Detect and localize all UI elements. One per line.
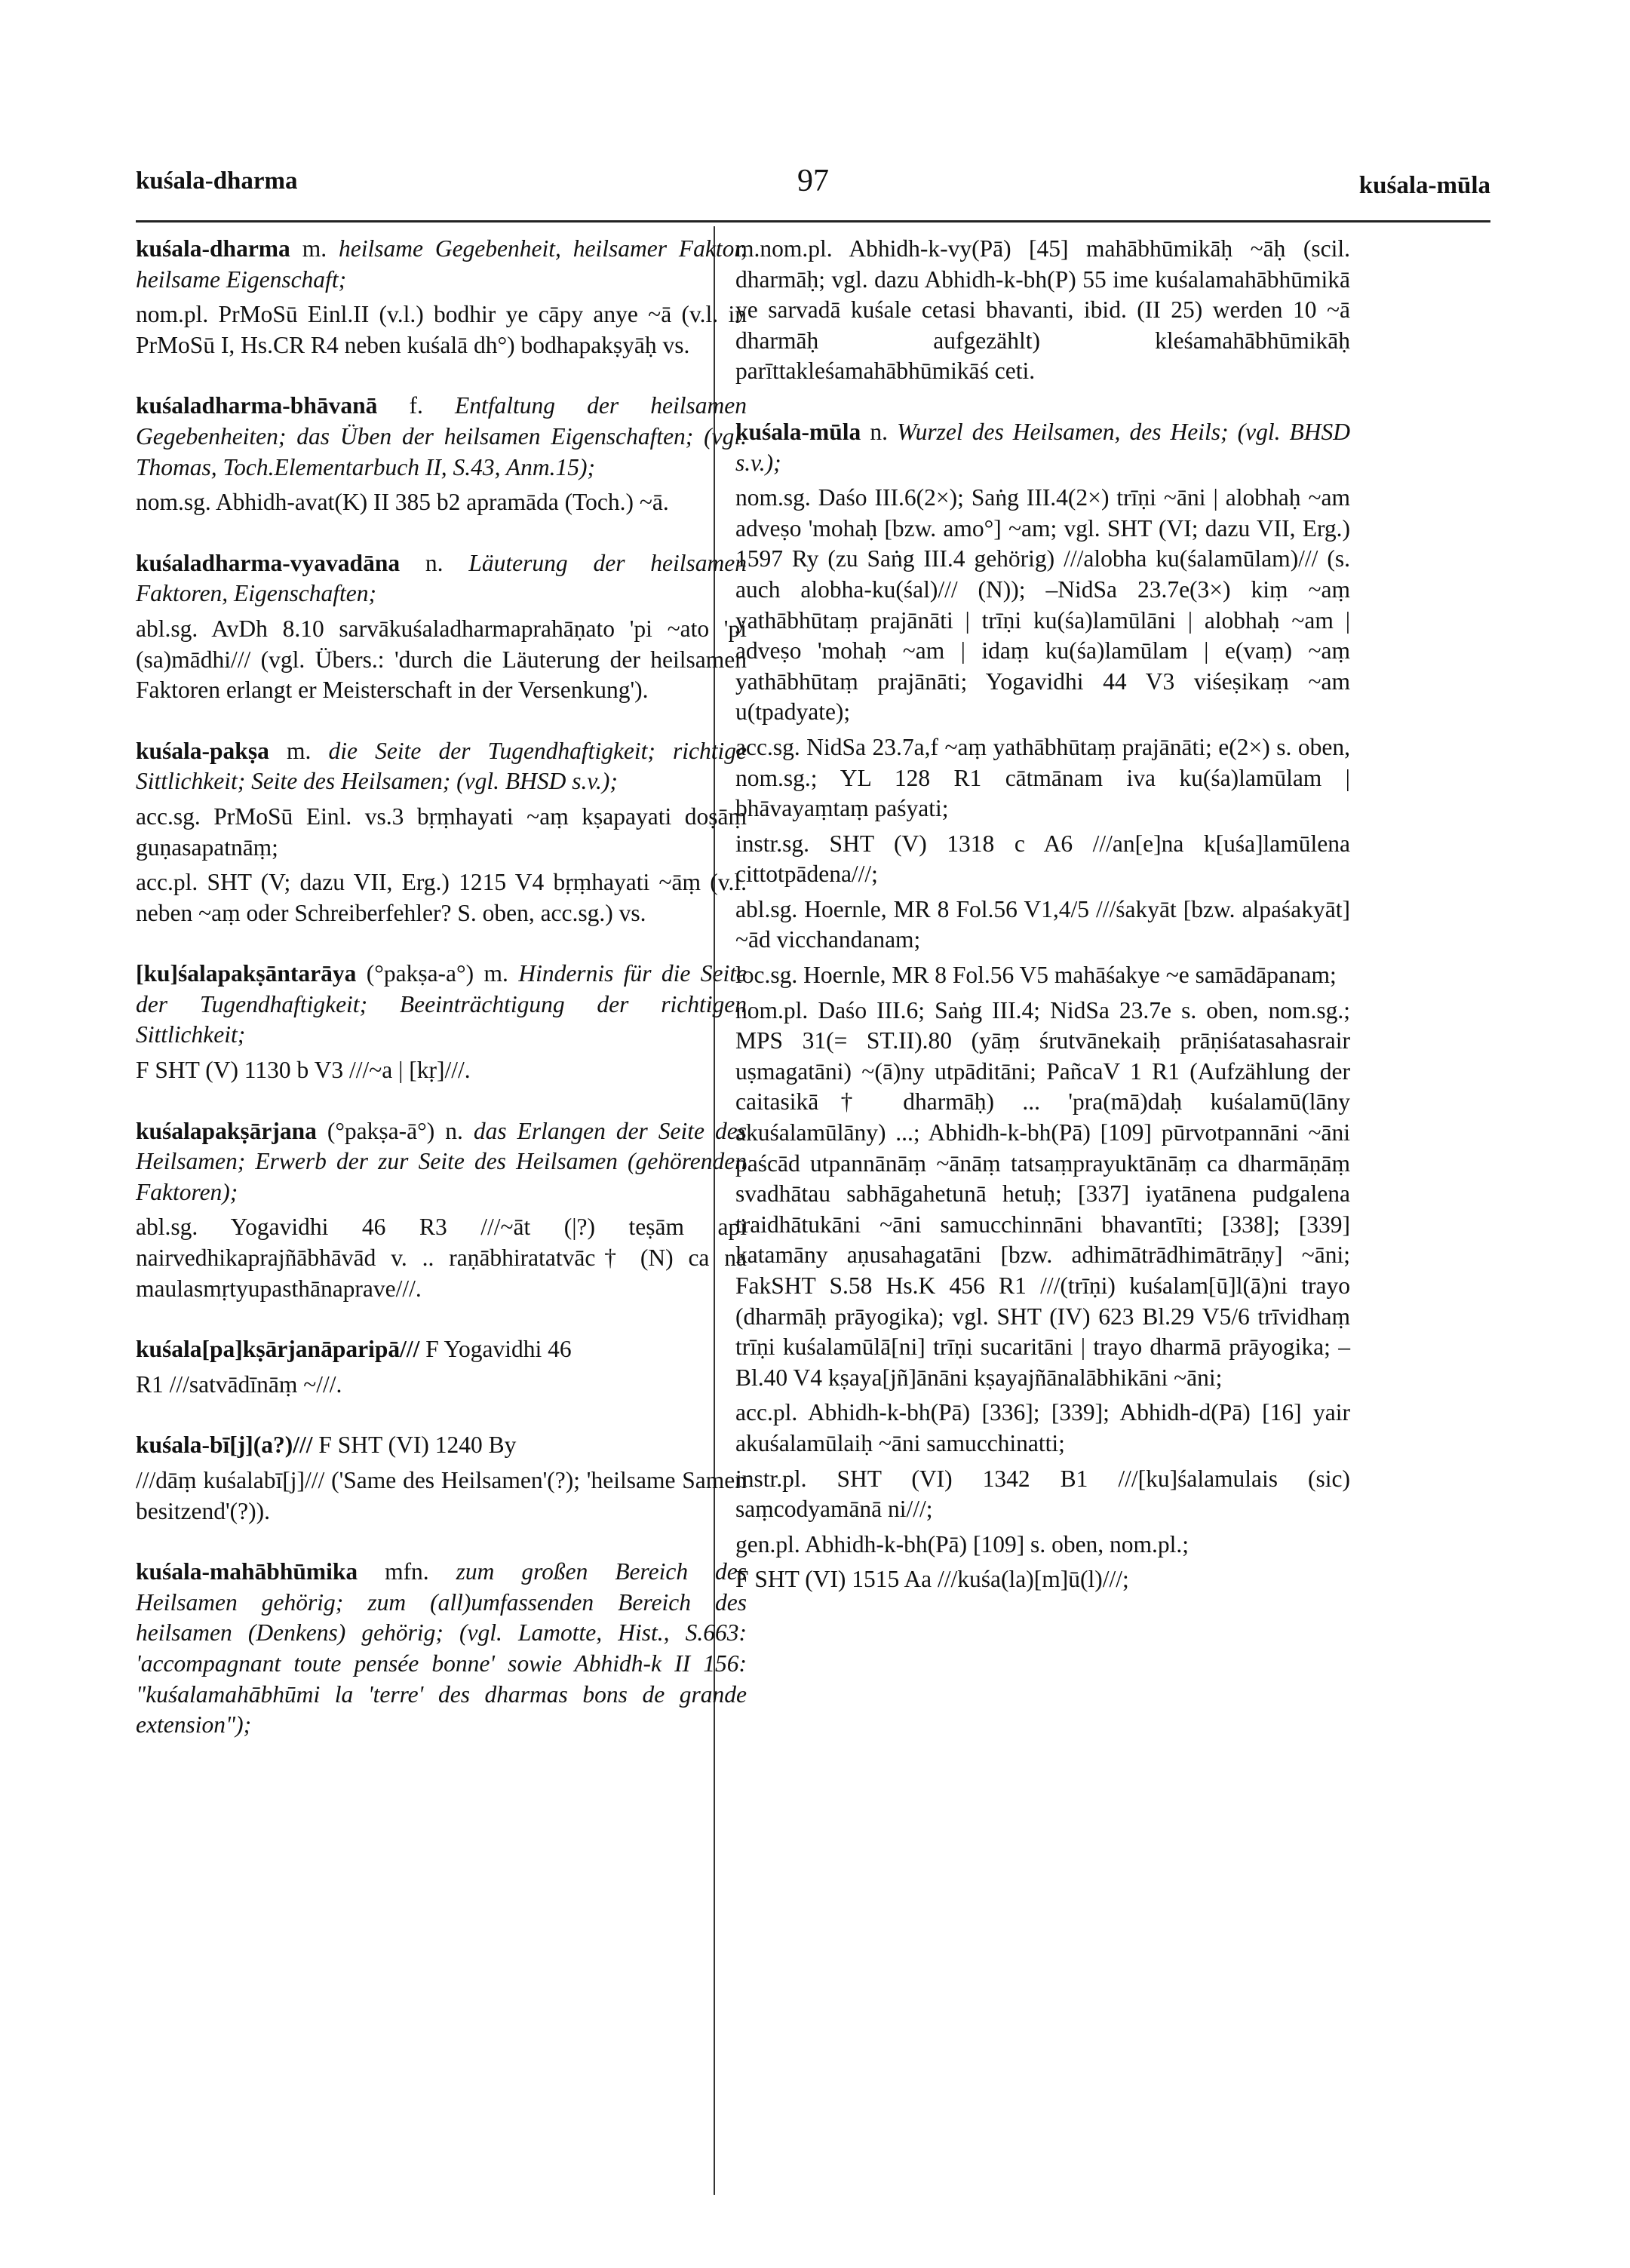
dictionary-entry (735, 234, 1350, 387)
entry-citation: acc.pl. Abhidh-k-bh(Pā) [336]; [339]; Abhidh-d(Pā) [16] yair akuśalamūlaiḥ ~āni samucchinatti; (735, 1399, 1350, 1456)
entry-lemma: kuśaladharma-vyavadāna (136, 549, 401, 576)
entry-head (136, 1334, 747, 1365)
right-column (735, 234, 1350, 1625)
entry-grammar: F Yogavidhi 46 (425, 1336, 572, 1363)
entry-gloss: die Seite der Tugendhaftigkeit; richtige Sittlichkeit; Seite des Heilsamen; (vgl. BHSD s.v.); (136, 737, 747, 795)
entry-grammar: m. (302, 235, 327, 262)
left-column (136, 234, 747, 1771)
entry-citation: R1 ///satvādīnāṃ ~///. (136, 1370, 342, 1398)
entry-lemma: kuśala-pakṣa (136, 737, 269, 764)
dictionary-entry (136, 234, 747, 361)
dictionary-entry (735, 417, 1350, 1595)
entry-head (136, 736, 747, 797)
entry-citation: acc.sg. PrMoSū Einl. vs.3 bṛṃhayati ~aṃ kṣapayati doṣāṃ guṇasapatnāṃ; (136, 803, 747, 861)
entry-citation: acc.sg. NidSa 23.7a,f ~aṃ yathābhūtaṃ prajānāti; e(2×) s. oben, nom.sg.; YL 128 R1 cātmānam iva ku(śa)lamūlam | bhāvayaṃtaṃ paśyati; (735, 733, 1350, 822)
entry-grammar: m. (287, 737, 312, 764)
dictionary-entry (136, 1430, 747, 1527)
dictionary-entry (136, 1557, 747, 1741)
entry-lemma: kuśala-bī[j](a?)/// (136, 1432, 313, 1459)
entry-citation: abl.sg. Hoernle, MR 8 Fol.56 V1,4/5 ///śakyāt [bzw. alpaśakyāt] ~ād vicchandanam; (735, 895, 1350, 953)
entry-citation: instr.sg. SHT (V) 1318 c A6 ///an[e]na k[uśa]lamūlena cittotpādena///; (735, 830, 1350, 888)
entry-citation: nom.sg. Abhidh-avat(K) II 385 b2 apramāda (Toch.) ~ā. (136, 489, 669, 516)
entry-grammar: mfn. (385, 1558, 429, 1585)
entry-head (136, 391, 747, 483)
entry-lemma: [ku]śalapakṣāntarāya (136, 960, 357, 987)
entry-head (136, 548, 747, 609)
entry-head (735, 417, 1350, 478)
entry-citation: nom.pl. PrMoSū Einl.II (v.l.) bodhir ye cāpy anye ~ā (v.l. in PrMoSū I, Hs.CR R4 neben kuśalā dh°) bodhapakṣyāḥ vs. (136, 301, 747, 358)
entry-grammar: F SHT (VI) 1240 By (318, 1432, 517, 1459)
entry-gloss: heilsame Gegebenheit, heilsamer Faktor, heilsame Eigenschaft; (136, 235, 747, 293)
entry-head (136, 1557, 747, 1741)
entry-citation: instr.pl. SHT (VI) 1342 B1 ///[ku]śalamulais (sic) saṃcodyamānā ni///; (735, 1465, 1350, 1523)
entry-grammar: (°pakṣa-a°) m. (366, 960, 508, 987)
entry-citation: acc.pl. SHT (V; dazu VII, Erg.) 1215 V4 bṛṃhayati ~āṃ (v.l. neben ~aṃ oder Schreiberfehler? S. oben, acc.sg.) vs. (136, 869, 747, 926)
entry-gloss: Entfaltung der heilsamen Gegebenheiten; das Üben der heilsamen Eigenschaften; (vgl. Thomas, Toch.Elementarbuch II, S.43, Anm.15); (136, 392, 747, 480)
entry-grammar: n. (425, 549, 444, 576)
entry-citation: abl.sg. AvDh 8.10 sarvākuśaladharmaprahāṇato 'pi ~ato 'pi (sa)mādhi/// (vgl. Übers.: 'durch die Läuterung der heilsamen Faktoren erlangt er Meisterschaft in der Versenkung'). (136, 615, 747, 704)
entry-lemma: kuśaladharma-bhāvanā (136, 392, 378, 419)
entry-gloss: Hindernis für die Seite der Tugendhaftigkeit; Beeinträchtigung der richtigen Sittlichkeit; (136, 960, 747, 1048)
header-right-headword: kuśala-mūla (1358, 172, 1490, 199)
header-left-headword: kuśala-dharma (136, 167, 298, 195)
entry-citation: F SHT (V) 1130 b V3 ///~a | [kṛ]///. (136, 1057, 471, 1084)
entry-lemma: kuśalapakṣārjana (136, 1117, 317, 1144)
entry-gloss: zum großen Bereich des Heilsamen gehörig; zum (all)umfassenden Bereich des heilsamen (Denkens) gehörig; (vgl. Lamotte, Hist., S.663: 'accompagnant toute pensée bonne' sowie Abhidh-k II 156: "kuśalamahābhūmi la 'terre' des dharmas bons de grande extension"); (136, 1558, 747, 1739)
entry-lemma: kuśala[pa]kṣārjanāparipā/// (136, 1336, 420, 1363)
dictionary-entry (136, 1116, 747, 1305)
entry-lemma: kuśala-mahābhūmika (136, 1558, 358, 1585)
entry-citation: loc.sg. Hoernle, MR 8 Fol.56 V5 mahāśakye ~e samādāpanam; (735, 962, 1337, 989)
dictionary-entry (136, 548, 747, 706)
header-rule (136, 220, 1490, 223)
dictionary-entry (136, 736, 747, 929)
dictionary-entry (136, 959, 747, 1085)
entry-citation: nom.sg. Daśo III.6(2×); Saṅg III.4(2×) trīṇi ~āni | alobhaḥ ~am adveṣo 'mohaḥ [bzw. amo°] ~am; vgl. SHT (VI; dazu VII, Erg.) 1597 Ry (zu Saṅg III.4 gehörig) ///alobha ku(śalamūlam)/// (s. auch alobha-ku(śal)/// (N)); –NidSa 23.7e(3×) kiṃ ~aṃ yathābhūtaṃ prajānāti | trīṇi ku(śa)lamūlāni | alobhaḥ ~am | adveṣo 'mohaḥ ~am | idaṃ ku(śa)lamūlam | e(vaṃ) ~aṃ yathābhūtaṃ prajānāti; Yogavidhi 44 V3 viśeṣikaṃ ~am u(tpadyate); (735, 484, 1350, 726)
dictionary-entry (136, 391, 747, 517)
page-number: 97 (797, 164, 829, 198)
entry-gloss: Läuterung der heilsamen Faktoren, Eigenschaften; (136, 549, 747, 607)
dictionary-entry (136, 1334, 747, 1400)
entry-gloss: das Erlangen der Seite des Heilsamen; Erwerb der zur Seite des Heilsamen (gehörenden Faktoren); (136, 1117, 747, 1205)
entry-lemma: kuśala-dharma (136, 235, 290, 262)
entry-head (136, 234, 747, 295)
entry-head (136, 1430, 747, 1461)
entry-grammar: (°pakṣa-ā°) n. (327, 1117, 463, 1144)
entry-citation: nom.pl. Daśo III.6; Saṅg III.4; NidSa 23.7e s. oben, nom.sg.; MPS 31(= ST.II).80 (yāṃ śrutvānekaiḥ prāṇiśatasahasrair uṣmagatāni) ~(ā)ny utpāditāni; PañcaV 1 R1 (Aufzählung der caitasikā† dharmāḥ) ... 'pra(mā)daḥ kuśalamū(lāny akuśalamūlāny) ...; Abhidh-k-bh(Pā) [109] pūrvotpannāni ~āni paścād utpannānāṃ ~ānāṃ tatsaṃprayuktānāṃ ca dharmāṇāṃ svadhātau sabhāgahetunā hetuḥ; [337] iyatānena pudgalena traidhātukāni ~āni samucchinnāni bhavantīti; [338]; [339] katamāny aṇusahagatāni [bzw. adhimātrādhimātrāṇy] ~āni; FakSHT S.58 Hs.K 456 R1 ///(trīṇi) kuśalam[ū]l(ā)ni trayo (dharmāḥ prāyogika); vgl. SHT (IV) 623 Bl.29 V5/6 trīvidhaṃ trīṇi kuśalamūlā[ni] trīṇi sucaritāni | trayo dharmā prāyogika; – Bl.40 V4 kṣaya[jñ]ānāni kṣayajñānalābhikāni ~āni; (735, 996, 1350, 1391)
entry-grammar: n. (870, 418, 889, 445)
entry-gloss: Wurzel des Heilsamen, des Heils; (vgl. BHSD s.v.); (735, 418, 1351, 476)
entry-lemma: kuśala-mūla (735, 418, 861, 445)
entry-grammar: f. (409, 392, 423, 419)
entry-head (136, 959, 747, 1051)
entry-head (136, 1116, 747, 1208)
running-header (136, 164, 1490, 213)
entry-citation: gen.pl. Abhidh-k-bh(Pā) [109] s. oben, nom.pl.; (735, 1530, 1190, 1558)
entry-citation: abl.sg. Yogavidhi 46 R3 ///~āt (|?) teṣām api nairvedhikaprajñābhāvād v. .. raṇābhiratatvāc† (N) ca na maulasmṛtyupasthānaprave///. (136, 1214, 747, 1302)
entry-citation: m.nom.pl. Abhidh-k-vy(Pā) [45] mahābhūmikāḥ ~āḥ (scil. dharmāḥ; vgl. dazu Abhidh-k-bh(P) 55 ime kuśalamahābhūmikā ye sarvadā kuśale cetasi bhavanti, ibid. (II 25) werden 10 ~ā dharmāḥ aufgezählt) kleśamahābhūmikāḥ parīttakleśamahābhūmikāś ceti. (735, 235, 1350, 385)
entry-citation: ///dāṃ kuśalabī[j]/// ('Same des Heilsamen'(?); 'heilsame Samen besitzend'(?)). (136, 1467, 747, 1524)
entry-citation: F SHT (VI) 1515 Aa ///kuśa(la)[m]ū(l)///; (735, 1566, 1129, 1593)
